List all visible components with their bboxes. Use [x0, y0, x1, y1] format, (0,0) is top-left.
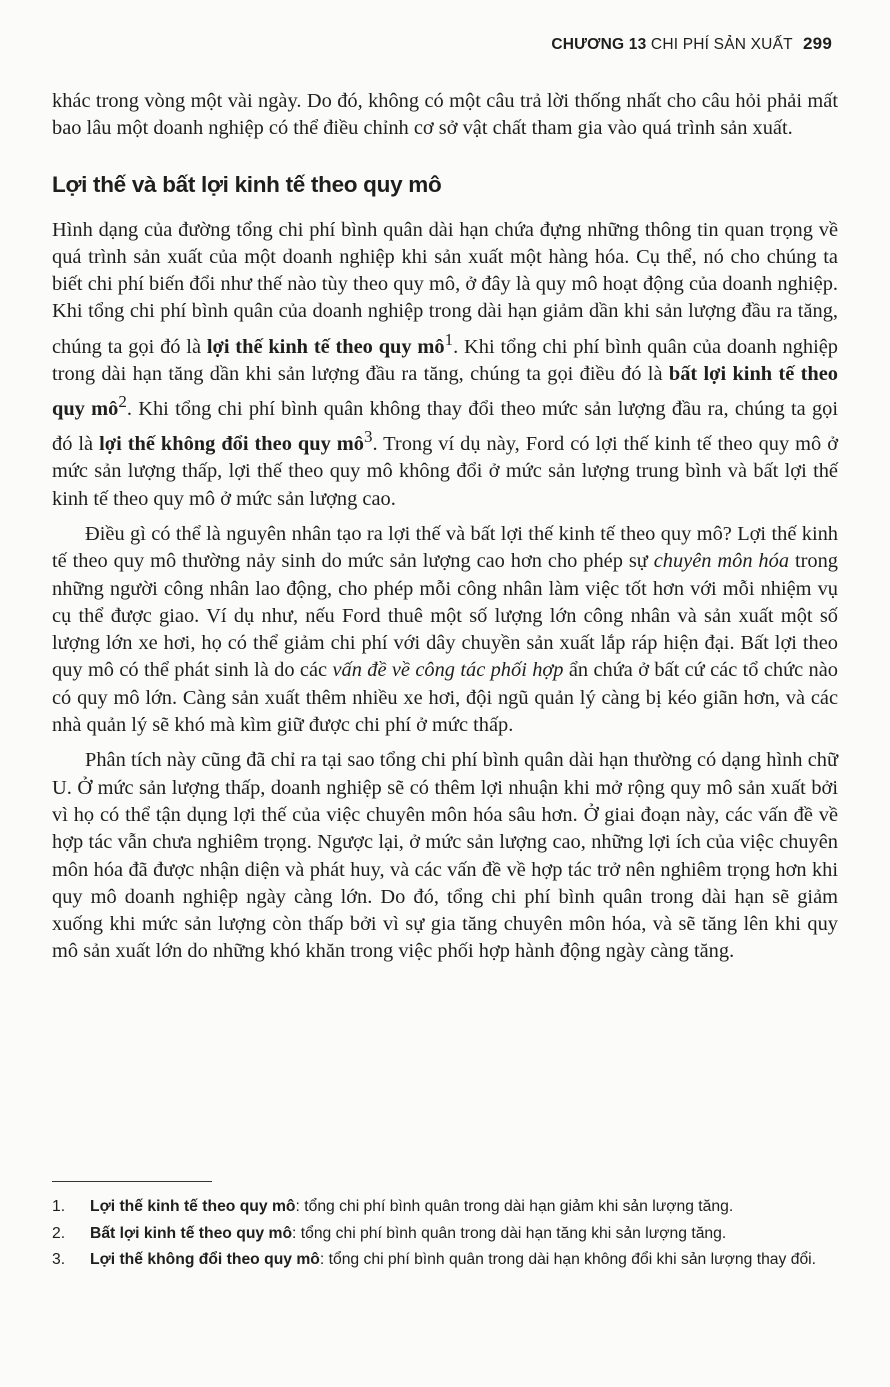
text-run: Điều gì có thể là nguyên nhân tạo ra lợi thế và bất lợi thế kinh tế theo quy mô? Lợi thế kinh tế theo quy mô thường nảy sinh do mức sản lượng cao hơn cho phép sự [52, 522, 838, 573]
footnote-definition: : tổng chi phí bình quân trong dài hạn giảm khi sản lượng tăng. [295, 1198, 734, 1215]
page-number: 299 [803, 34, 832, 53]
text-run: trong những người công nhân lao động, cho phép mỗi công nhân làm việc tốt hơn với mỗi nhiệm vụ cụ thể được giao. Ví dụ như, nếu Ford thuê một số lượng lớn công nhân và sản xuất một số lượng lớn xe hơi, họ có thể giảm chi phí với dây chuyền sản xuất lắp ráp hiện đại. Bất lợi theo quy mô có thể phát sinh là do các [52, 550, 838, 682]
chapter-title: CHI PHÍ SẢN XUẤT [650, 36, 793, 53]
footnote-ref-2[interactable]: 2 [118, 392, 127, 412]
footnote-ref-3[interactable]: 3 [363, 427, 373, 447]
paragraph-continued: khác trong vòng một vài ngày. Do đó, không có một câu trả lời thống nhất cho câu hỏi phải mất bao lâu một doanh nghiệp có thể điều chỉnh cơ sở vật chất tham gia vào quá trình sản xuất. [52, 90, 838, 140]
emphasis-specialization: chuyên môn hóa [653, 550, 790, 573]
text-run: Hình dạng của đường tổng chi phí bình quân dài hạn chứa đựng những thông tin quan trọng về quá trình sản xuất của một doanh nghiệp khi sản xuất một hàng hóa. Cụ thể, nó cho chúng ta biết chi phí biến đổi như thế nào tùy theo quy mô, ở đây là quy mô hoạt động của doanh nghiệp. Khi tổng chi phí bình quân của doanh nghiệp trong dài hạn giảm dần khi sản lượng đầu ra tăng, chúng ta gọi đó là [52, 218, 838, 358]
footnote-definition: : tổng chi phí bình quân trong dài hạn tăng khi sản lượng tăng. [292, 1224, 727, 1242]
footnote-term: Bất lợi kinh tế theo quy mô [90, 1224, 293, 1242]
footnote-divider [52, 1181, 212, 1182]
emphasis-coordination: vấn đề về công tác phối hợp [332, 659, 564, 682]
footnote-number: 1. [52, 1198, 66, 1215]
text-run: ẩn chứa ở bất cứ các tổ chức nào có quy mô lớn. Càng sản xuất thêm nhiều xe hơi, đội ngũ quản lý càng bị kéo giãn hơn, và các nhà quản lý sẽ khó mà kìm giữ được chi phí ở mức thấp. [52, 659, 838, 737]
footnote-item [52, 1223, 838, 1246]
footnote-text [90, 1223, 838, 1246]
text-run: . Khi tổng chi phí bình quân không thay đổi theo mức sản lượng đầu ra, chúng ta gọi đó là [52, 397, 838, 456]
footnote-item [52, 1196, 838, 1219]
footnote-term: Lợi thế không đổi theo quy mô [90, 1251, 320, 1268]
main-text [52, 88, 838, 966]
term-constant-returns: lợi thế không đổi theo quy mô [99, 433, 364, 456]
term-diseconomies-of-scale: bất lợi kinh tế theo quy mô [52, 362, 838, 420]
term-economies-of-scale: lợi thế kinh tế theo quy mô [206, 335, 445, 358]
text-run: . Khi tổng chi phí bình quân của doanh nghiệp trong dài hạn tăng dần khi sản lượng đầu ra tăng, chúng ta gọi điều đó là [52, 335, 838, 385]
footnote-number: 3. [52, 1251, 66, 1268]
footnotes [52, 1196, 838, 1276]
footnote-text [90, 1249, 838, 1272]
footnote-term: Lợi thế kinh tế theo quy mô [90, 1198, 296, 1215]
paragraph-economies-of-scale [52, 217, 838, 513]
footnote-number: 2. [52, 1224, 66, 1242]
footnote-ref-1[interactable]: 1 [444, 329, 454, 349]
paragraph-u-shape: Phân tích này cũng đã chỉ ra tại sao tổng chi phí bình quân dài hạn thường có dạng hình chữ U. Ở mức sản lượng thấp, doanh nghiệp sẽ có thêm lợi nhuận khi mở rộng quy mô sản xuất bởi vì họ có thể tận dụng lợi thế của việc chuyên môn hóa sâu hơn. Ở giai đoạn này, các vấn đề về hợp tác vẫn chưa nghiêm trọng. Ngược lại, ở mức sản lượng cao, những lợi ích của việc chuyên môn hóa đã được nhận diện và phát huy, và các vấn đề về hợp tác trở nên nghiêm trọng hơn khi quy mô doanh nghiệp ngày càng lớn. Do đó, tổng chi phí bình quân trong dài hạn sẽ giảm xuống khi mức sản lượng còn thấp bởi vì sự gia tăng chuyên môn hóa, và sẽ tăng lên khi quy mô sản xuất lớn do những khó khăn trong việc phối hợp hành động ngày càng tăng. [52, 749, 838, 963]
footnote-definition: : tổng chi phí bình quân trong dài hạn không đổi khi sản lượng thay đổi. [319, 1251, 817, 1268]
text-run: . Trong ví dụ này, Ford có lợi thế kinh tế theo quy mô ở mức sản lượng thấp, lợi thế theo quy mô không đổi ở mức sản lượng trung bình và bất lợi thế kinh tế theo quy mô ở mức sản lượng cao. [52, 433, 838, 510]
footnote-item [52, 1249, 838, 1272]
running-header [551, 34, 832, 54]
section-heading: Lợi thế và bất lợi kinh tế theo quy mô [52, 171, 442, 197]
paragraph-causes [52, 521, 838, 739]
chapter-label: CHƯƠNG 13 [551, 36, 647, 53]
footnote-text [90, 1196, 838, 1219]
